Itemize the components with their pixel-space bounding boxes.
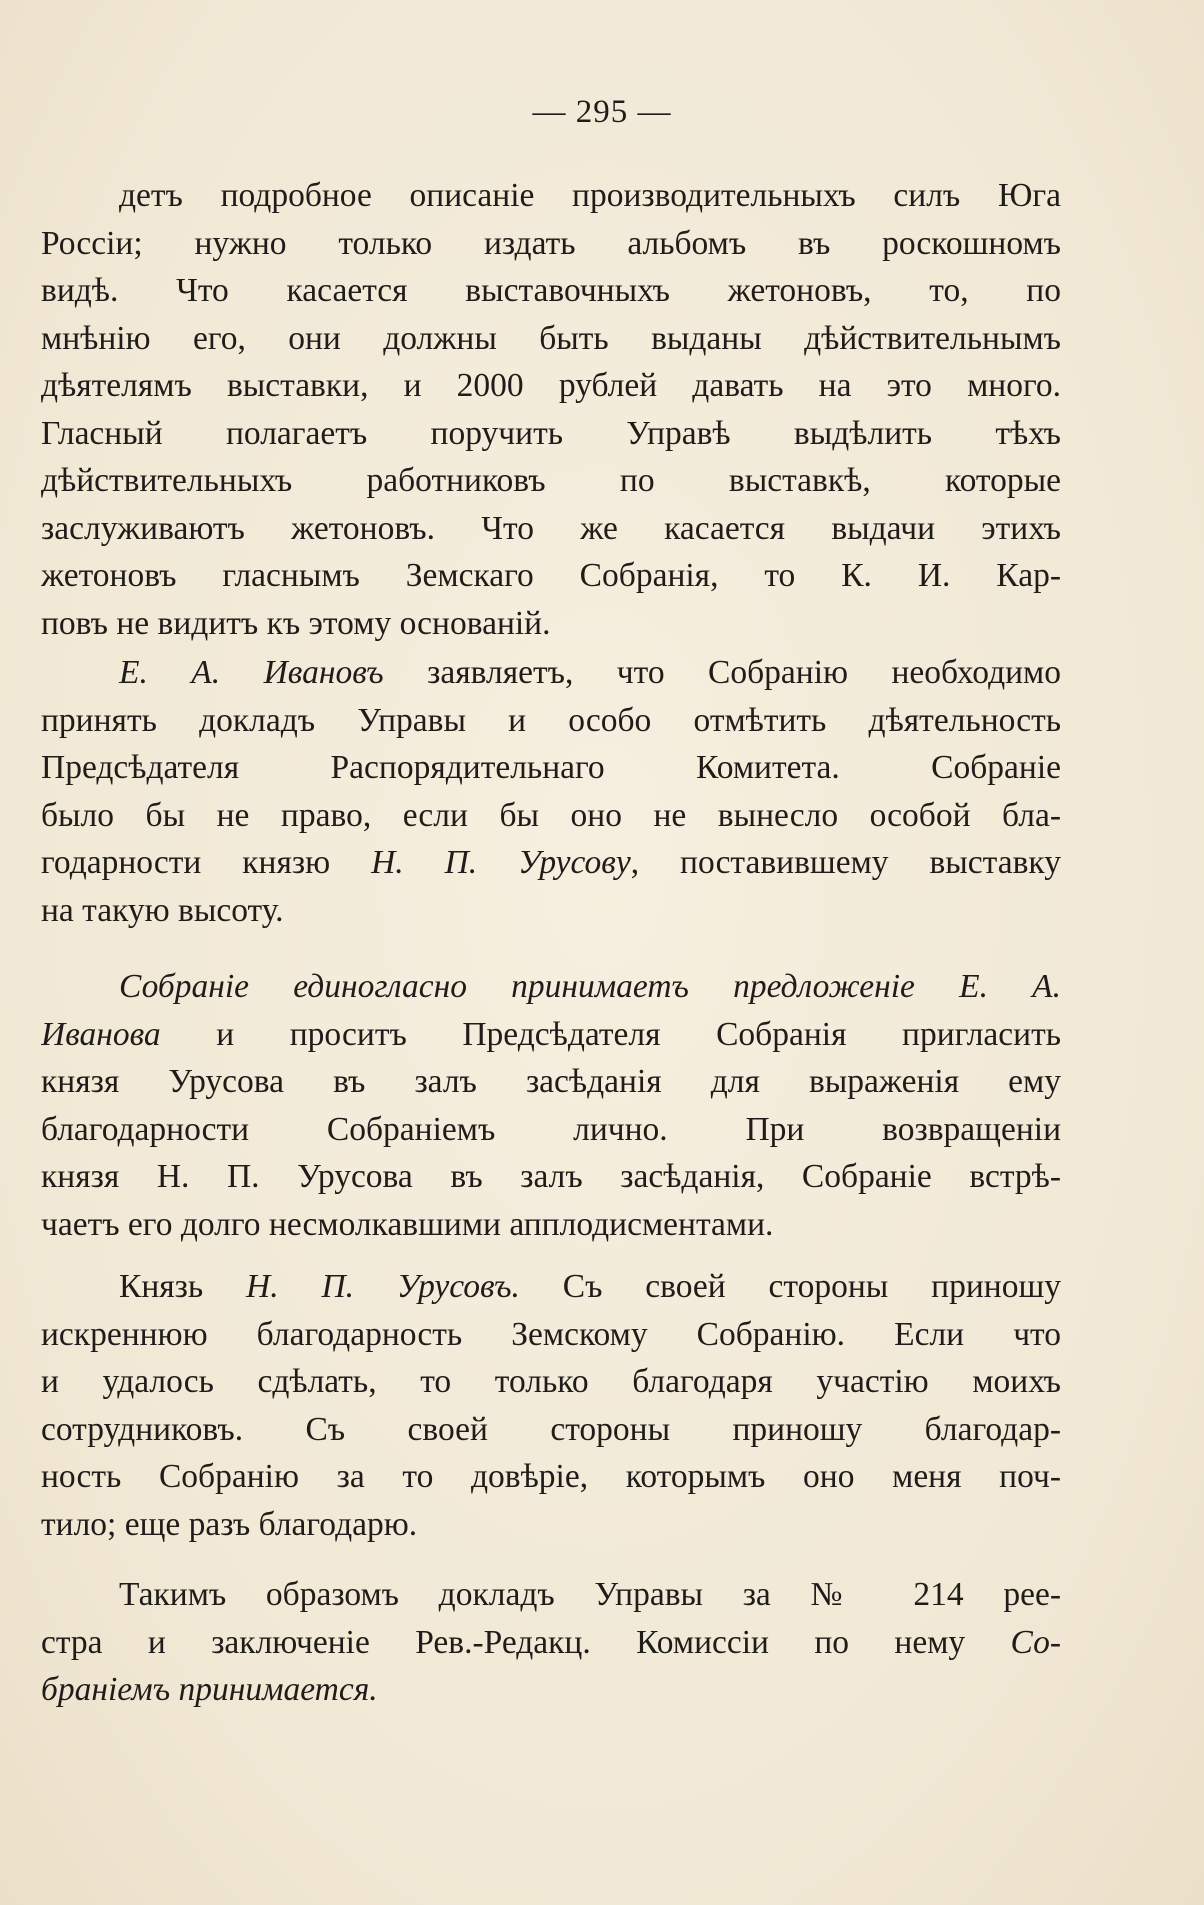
text-run: заслуживаютъ жетоновъ. Что же касается выдачи этихъ — [41, 509, 1061, 547]
text-line — [41, 963, 1061, 1011]
text-run: сотрудниковъ. Съ своей стороны приношу благодар- — [41, 1410, 1061, 1448]
text-run: стра и заключеніе Рев.-Редакц. Комиссіи по нему — [41, 1623, 1011, 1661]
text-line — [41, 362, 1061, 410]
text-line — [41, 1011, 1061, 1059]
italic-text-run: Иванова — [41, 1015, 161, 1053]
text-run: на такую высоту. — [41, 891, 284, 929]
text-run: князя Н. П. Урусова въ залъ засѣданія, Собраніе встрѣ- — [41, 1158, 1061, 1195]
text-line — [41, 1106, 1061, 1154]
text-run: годарности князю — [41, 844, 372, 881]
text-line — [41, 1311, 1061, 1359]
text-line — [41, 505, 1061, 553]
text-line — [41, 1666, 1061, 1714]
text-run: искреннюю благодарность Земскому Собранію. Если что — [41, 1315, 1061, 1353]
text-line — [41, 457, 1061, 505]
text-line — [41, 220, 1061, 268]
text-run: дѣятелямъ выставки, и 2000 рублей давать на это много. — [41, 367, 1061, 404]
text-run: князя Урусова въ залъ засѣданія для выраженія ему — [41, 1063, 1061, 1100]
text-line — [41, 649, 1061, 697]
text-line — [41, 744, 1061, 792]
text-line — [41, 600, 1061, 648]
text-line — [41, 1358, 1061, 1406]
text-line — [41, 1153, 1061, 1201]
text-line — [41, 1201, 1061, 1249]
text-line — [41, 552, 1061, 600]
text-run: благодарности Собраніемъ лично. При возвращеніи — [41, 1110, 1061, 1148]
text-line — [41, 792, 1061, 840]
text-line — [41, 1571, 1061, 1619]
text-line — [41, 172, 1061, 220]
text-run: повъ не видитъ къ этому основаній. — [41, 604, 551, 642]
text-run: чаетъ его долго несмолкавшими апплодисментами. — [41, 1205, 774, 1243]
text-run: Гласный полагаетъ поручить Управѣ выдѣлить тѣхъ — [41, 414, 1061, 452]
text-run: заявляетъ, что Собранію необходимо — [383, 654, 1061, 691]
paragraph-5 — [41, 1571, 1061, 1714]
text-run: мнѣнію его, они должны быть выданы дѣйствительнымъ — [41, 319, 1061, 357]
text-run: Такимъ образомъ докладъ Управы за № 214 рее- — [119, 1576, 1061, 1613]
text-run: ность Собранію за то довѣріе, которымъ оно меня поч- — [41, 1458, 1061, 1495]
paragraph-2 — [41, 649, 1061, 934]
text-line — [41, 1263, 1061, 1311]
text-line — [41, 1501, 1061, 1549]
paragraph-4 — [41, 1263, 1061, 1548]
text-run: дѣйствительныхъ работниковъ по выставкѣ, которые — [41, 462, 1061, 499]
text-run: тило; еще разъ благодарю. — [41, 1505, 418, 1543]
italic-text-run: Со- — [1010, 1623, 1061, 1661]
text-run: детъ подробное описаніе производительныхъ силъ Юга — [119, 177, 1061, 214]
italic-text-run: Н. П. Урусовъ. — [246, 1268, 520, 1305]
text-line — [41, 315, 1061, 363]
text-line — [41, 1058, 1061, 1106]
text-run: Предсѣдателя Распорядительнаго Комитета. Собраніе — [41, 749, 1061, 786]
text-line — [41, 697, 1061, 745]
page-number: — 295 — — [532, 94, 672, 130]
italic-text-run: Собраніе единогласно принимаетъ предложеніе Е. А. — [119, 968, 1061, 1005]
text-line — [41, 839, 1061, 887]
text-run: жетоновъ гласнымъ Земскаго Собранія, то К. И. Кар- — [41, 557, 1061, 594]
text-line — [41, 267, 1061, 315]
text-run: принять докладъ Управы и особо отмѣтить дѣятельность — [41, 701, 1061, 739]
text-line — [41, 410, 1061, 458]
text-run: , поставившему выставку — [630, 844, 1061, 881]
text-line — [41, 887, 1061, 935]
text-run: видѣ. Что касается выставочныхъ жетоновъ, то, по — [41, 272, 1061, 309]
paragraph-1 — [41, 172, 1061, 647]
text-run: Князь — [119, 1268, 247, 1305]
italic-text-run: Н. П. Урусову — [371, 844, 631, 881]
text-line — [41, 1619, 1061, 1667]
italic-text-run: браніемъ принимается. — [41, 1671, 378, 1708]
text-run: и удалось сдѣлать, то только благодаря участію моихъ — [41, 1363, 1061, 1400]
text-run: было бы не право, если бы оно не вынесло особой бла- — [41, 796, 1061, 834]
text-run: Съ своей стороны приношу — [519, 1268, 1061, 1305]
paragraph-3 — [41, 963, 1061, 1248]
text-run: Россіи; нужно только издать альбомъ въ роскошномъ — [41, 224, 1061, 262]
italic-text-run: Е. А. Ивановъ — [119, 654, 384, 691]
text-line — [41, 1453, 1061, 1501]
text-line — [41, 1406, 1061, 1454]
text-run: и проситъ Предсѣдателя Собранія пригласить — [160, 1015, 1061, 1053]
